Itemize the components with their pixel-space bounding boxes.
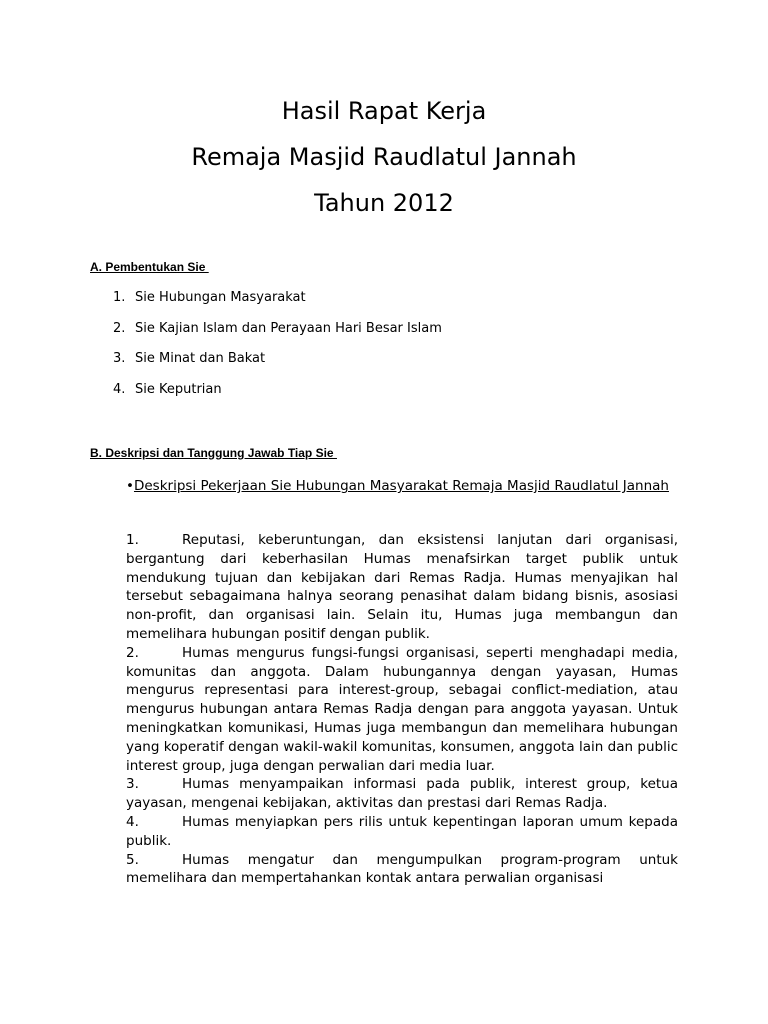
list-item — [113, 321, 442, 352]
title-line-1: Hasil Rapat Kerja — [281, 97, 487, 125]
list-item-number: 1. — [113, 290, 126, 305]
paragraph — [126, 531, 678, 644]
paragraph-number: 3. — [126, 776, 139, 793]
paragraph — [126, 644, 678, 776]
paragraph — [126, 851, 678, 889]
list-item-label: Sie Minat dan Bakat — [135, 351, 266, 366]
paragraph — [126, 775, 678, 813]
description-body — [126, 531, 678, 911]
sie-list — [113, 290, 442, 412]
paragraph-number: 2. — [126, 644, 139, 661]
bullet-icon: • — [126, 478, 134, 494]
paragraph-text: Reputasi, keberuntungan, dan eksistensi lanjutan dari organisasi, bergantung dari keberhasilan Humas menafsirkan target publik untuk mendukung tujuan dan kebijakan dari Remas Radja. Humas menyajikan hal tersebut sebagaimana halnya seorang penasihat dalam bidang bisnis, asosiasi non-profit, dan organisasi lain. Selain itu, Humas juga membangun dan memelihara hubungan positif dengan publik. — [126, 532, 678, 642]
paragraph-text: Humas menyiapkan pers rilis untuk kepentingan laporan umum kepada publik. — [126, 813, 678, 849]
title-line-3: Tahun 2012 — [314, 189, 454, 217]
list-item-number: 3. — [113, 351, 126, 366]
description-heading — [126, 477, 690, 496]
list-item — [113, 290, 442, 321]
section-a-heading: A. Pembentukan Sie — [90, 260, 209, 274]
paragraph-number: 5. — [126, 851, 139, 868]
list-item-number: 2. — [113, 320, 126, 336]
list-item-label: Sie Hubungan Masyarakat — [135, 290, 306, 305]
list-item-number: 4. — [113, 381, 126, 397]
description-heading-text: Deskripsi Pekerjaan Sie Hubungan Masyarakat Remaja Masjid Raudlatul Jannah — [133, 478, 669, 494]
section-b-heading: B. Deskripsi dan Tanggung Jawab Tiap Sie — [90, 446, 337, 460]
paragraph-number: 1. — [126, 532, 139, 548]
paragraph-text: Humas menyampaikan informasi pada publik, interest group, ketua yayasan, mengenai kebijakan, aktivitas dan prestasi dari Remas Radja. — [126, 776, 678, 812]
paragraph-text: Humas mengurus fungsi-fungsi organisasi, seperti menghadapi media, komunitas dan anggota. Dalam hubungannya dengan yayasan, Humas mengurus representasi para interest-group, sebagai conflict-mediation, atau mengurus hubungan antara Remas Radja dengan para anggota yayasan. Untuk meningkatkan komunikasi, Humas juga membangun dan memelihara hubungan yang koperatif dengan wakil-wakil komunitas, konsumen, anggota lain dan public interest group, juga dengan perwalian dari media luar. — [126, 644, 678, 774]
list-item — [113, 351, 442, 382]
document-title — [0, 88, 768, 226]
list-item-label: Sie Kajian Islam dan Perayaan Hari Besar Islam — [135, 320, 442, 336]
paragraph-text: Humas mengatur dan mengumpulkan program-program untuk memelihara dan mempertahankan kontak antara perwalian organisasi — [126, 851, 678, 887]
paragraph-number: 4. — [126, 813, 139, 830]
title-line-2: Remaja Masjid Raudlatul Jannah — [191, 143, 577, 171]
list-item — [113, 382, 442, 413]
list-item-label: Sie Keputrian — [135, 381, 222, 397]
paragraph — [126, 813, 678, 851]
